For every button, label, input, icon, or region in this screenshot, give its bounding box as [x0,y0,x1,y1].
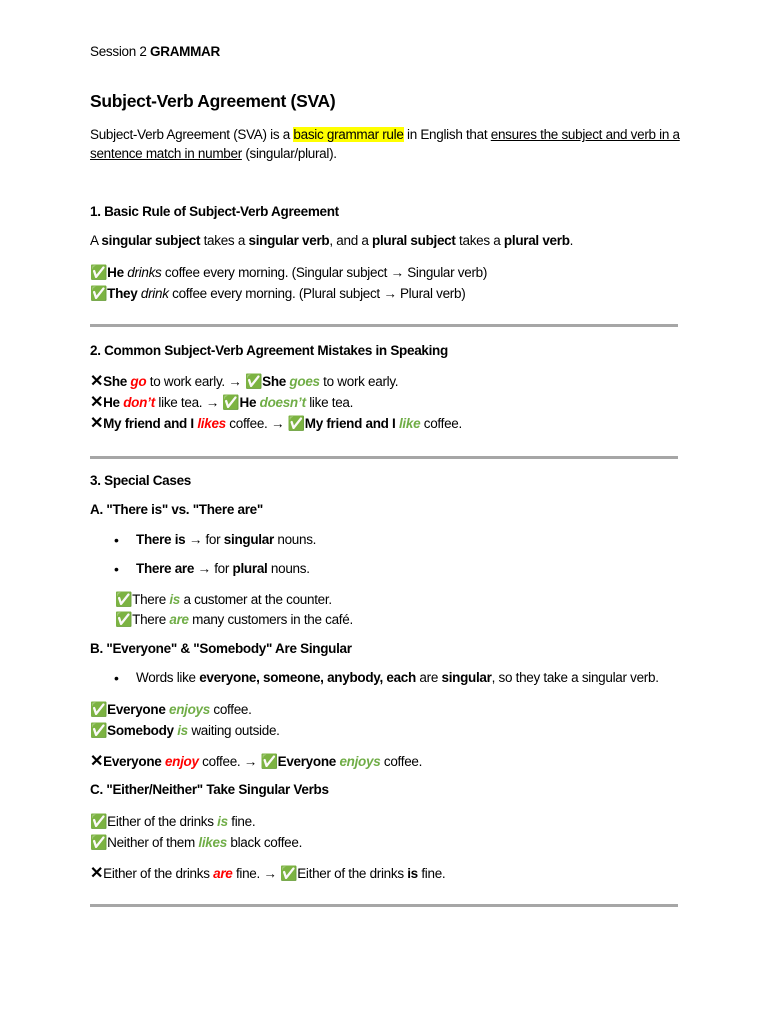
example-line [90,284,465,303]
example-line [90,263,487,282]
divider [90,324,678,327]
mistake-text: coffee. → [225,416,288,431]
bullet-text: → for [194,561,233,576]
rule-text: , and a [329,233,373,248]
mistake-line [90,414,462,433]
section-3-heading: 3. Special Cases [90,473,192,488]
example-line [115,590,332,609]
example-text: There [132,612,170,627]
section-2-heading: 2. Common Subject-Verb Agreement Mistakes in Speaking [90,343,448,358]
divider [90,904,678,907]
mistake-line [90,752,422,771]
mistake-text: coffee. → [198,754,261,769]
wrong-verb: are [213,866,233,881]
mistake-text: to work early. [319,374,399,389]
bullet-icon: • [114,561,119,577]
correct-verb: goes [289,374,320,389]
example-line [90,700,252,719]
bullet-text: nouns. [273,532,317,547]
check-icon: ✅ [115,611,133,627]
mistake-subject: My friend and I [103,416,194,431]
bullet-text: are [415,670,442,685]
check-icon: ✅ [287,415,305,431]
bullet-icon: • [114,670,119,686]
check-icon: ✅ [90,264,108,280]
cross-icon: ✕ [90,394,104,411]
example-text: Either of the drinks [107,814,218,829]
mistake-text: Either of the drinks [103,866,214,881]
check-icon: ✅ [90,722,108,738]
session-header [90,43,220,61]
underlined-phrase: sentence match in number [90,146,242,161]
mistake-text: coffee. [380,754,423,769]
correct-verb: is [407,866,418,881]
wrong-verb: likes [197,416,226,431]
check-icon: ✅ [90,701,108,717]
highlighted-phrase: basic grammar rule [293,127,404,142]
bullet-text: , so they take a singular verb. [491,670,659,685]
rule-bold: plural subject [372,233,456,248]
rule-text: takes a [200,233,249,248]
check-icon: ✅ [260,753,278,769]
cross-icon: ✕ [90,373,104,390]
wrong-verb: enjoy [164,754,199,769]
bullet-bold: singular [441,670,492,685]
cross-icon: ✕ [90,865,104,882]
list-item [90,669,659,687]
intro-text: (singular/plural). [241,146,337,161]
section-1-heading: 1. Basic Rule of Subject-Verb Agreement [90,204,339,219]
check-icon: ✅ [222,394,240,410]
check-icon: ✅ [280,865,298,881]
correct-subject: He [239,395,257,410]
mistake-text: like tea. [305,395,354,410]
check-icon: ✅ [115,591,133,607]
bullet-bold: There is [136,532,186,547]
correct-verb: is [217,814,228,829]
rule-text: A [90,233,102,248]
mistake-text: fine. → [232,866,281,881]
intro-line-2 [90,145,337,163]
check-icon: ✅ [244,373,263,389]
correct-subject: My friend and I [304,416,396,431]
mistake-text: fine. [417,866,446,881]
bullet-bold: everyone, someone, anybody, each [199,670,416,685]
correct-verb: likes [198,835,227,850]
check-icon: ✅ [90,285,108,301]
correct-verb: enjoys [339,754,381,769]
underlined-phrase: ensures the subject and verb in a [490,127,680,142]
rule-text: . [569,233,574,248]
mistake-line [90,393,353,412]
example-text: waiting outside. [187,723,280,738]
example-text: There [132,592,170,607]
divider [90,456,678,459]
subsection-c-heading: C. "Either/Neither" Take Singular Verbs [90,782,329,797]
intro-line-1 [90,126,680,144]
cross-icon: ✕ [90,753,104,770]
rule-bold: singular subject [101,233,201,248]
example-text: a customer at the counter. [180,592,332,607]
mistake-text: like tea. → [154,395,223,410]
example-verb: drink [140,286,169,301]
correct-verb: enjoys [168,702,210,717]
example-line [90,812,255,831]
correct-verb: are [169,612,189,627]
correct-subject: She [262,374,286,389]
example-text: black coffee. [226,835,303,850]
mistake-subject: Everyone [103,754,162,769]
list-item [90,531,317,549]
bullet-icon: • [114,532,119,548]
check-icon: ✅ [90,834,108,850]
example-line [90,833,302,852]
example-text: coffee. [209,702,252,717]
subsection-b-heading: B. "Everyone" & "Somebody" Are Singular [90,641,352,656]
example-text: fine. [227,814,256,829]
example-line [90,721,280,740]
mistake-line [90,864,445,883]
bullet-bold: plural [232,561,268,576]
example-subject: They [107,286,138,301]
mistake-subject: She [103,374,127,389]
correct-verb: is [177,723,188,738]
correct-subject: Everyone [277,754,336,769]
correct-verb: is [169,592,181,607]
mistake-text: to work early. → [146,374,245,389]
mistake-text: coffee. [420,416,462,431]
session-label: Session 2 [90,44,151,59]
correct-verb: like [398,416,421,431]
example-text: coffee every morning. (Singular subject → Singular verb) [161,265,488,280]
rule-bold: singular verb [248,233,330,248]
example-text: coffee every morning. (Plural subject → Plural verb) [168,286,466,301]
mistake-subject: He [103,395,120,410]
example-text: Neither of them [107,835,199,850]
example-subject: Somebody [107,723,174,738]
example-verb: drinks [127,265,162,280]
section-1-rule [90,232,573,250]
bullet-text: Words like [136,670,200,685]
example-line [115,610,353,629]
intro-text: in English that [403,127,491,142]
subsection-a-heading: A. "There is" vs. "There are" [90,502,263,517]
grammar-label: GRAMMAR [150,44,220,59]
example-text: many customers in the café. [188,612,353,627]
list-item [90,560,310,578]
example-subject: Everyone [107,702,166,717]
intro-text: Subject-Verb Agreement (SVA) is a [90,127,294,142]
cross-icon: ✕ [90,415,104,432]
bullet-text: → for [185,532,224,547]
rule-text: takes a [455,233,504,248]
wrong-verb: don’t [123,395,155,410]
rule-bold: plural verb [503,233,570,248]
mistake-line [90,372,398,391]
page-title: Subject-Verb Agreement (SVA) [90,91,336,111]
bullet-text: nouns. [267,561,310,576]
mistake-text: Either of the drinks [297,866,408,881]
bullet-bold: singular [223,532,274,547]
correct-verb: doesn’t [259,395,306,410]
example-subject: He [107,265,124,280]
wrong-verb: go [130,374,147,389]
bullet-bold: There are [136,561,195,576]
check-icon: ✅ [90,813,108,829]
